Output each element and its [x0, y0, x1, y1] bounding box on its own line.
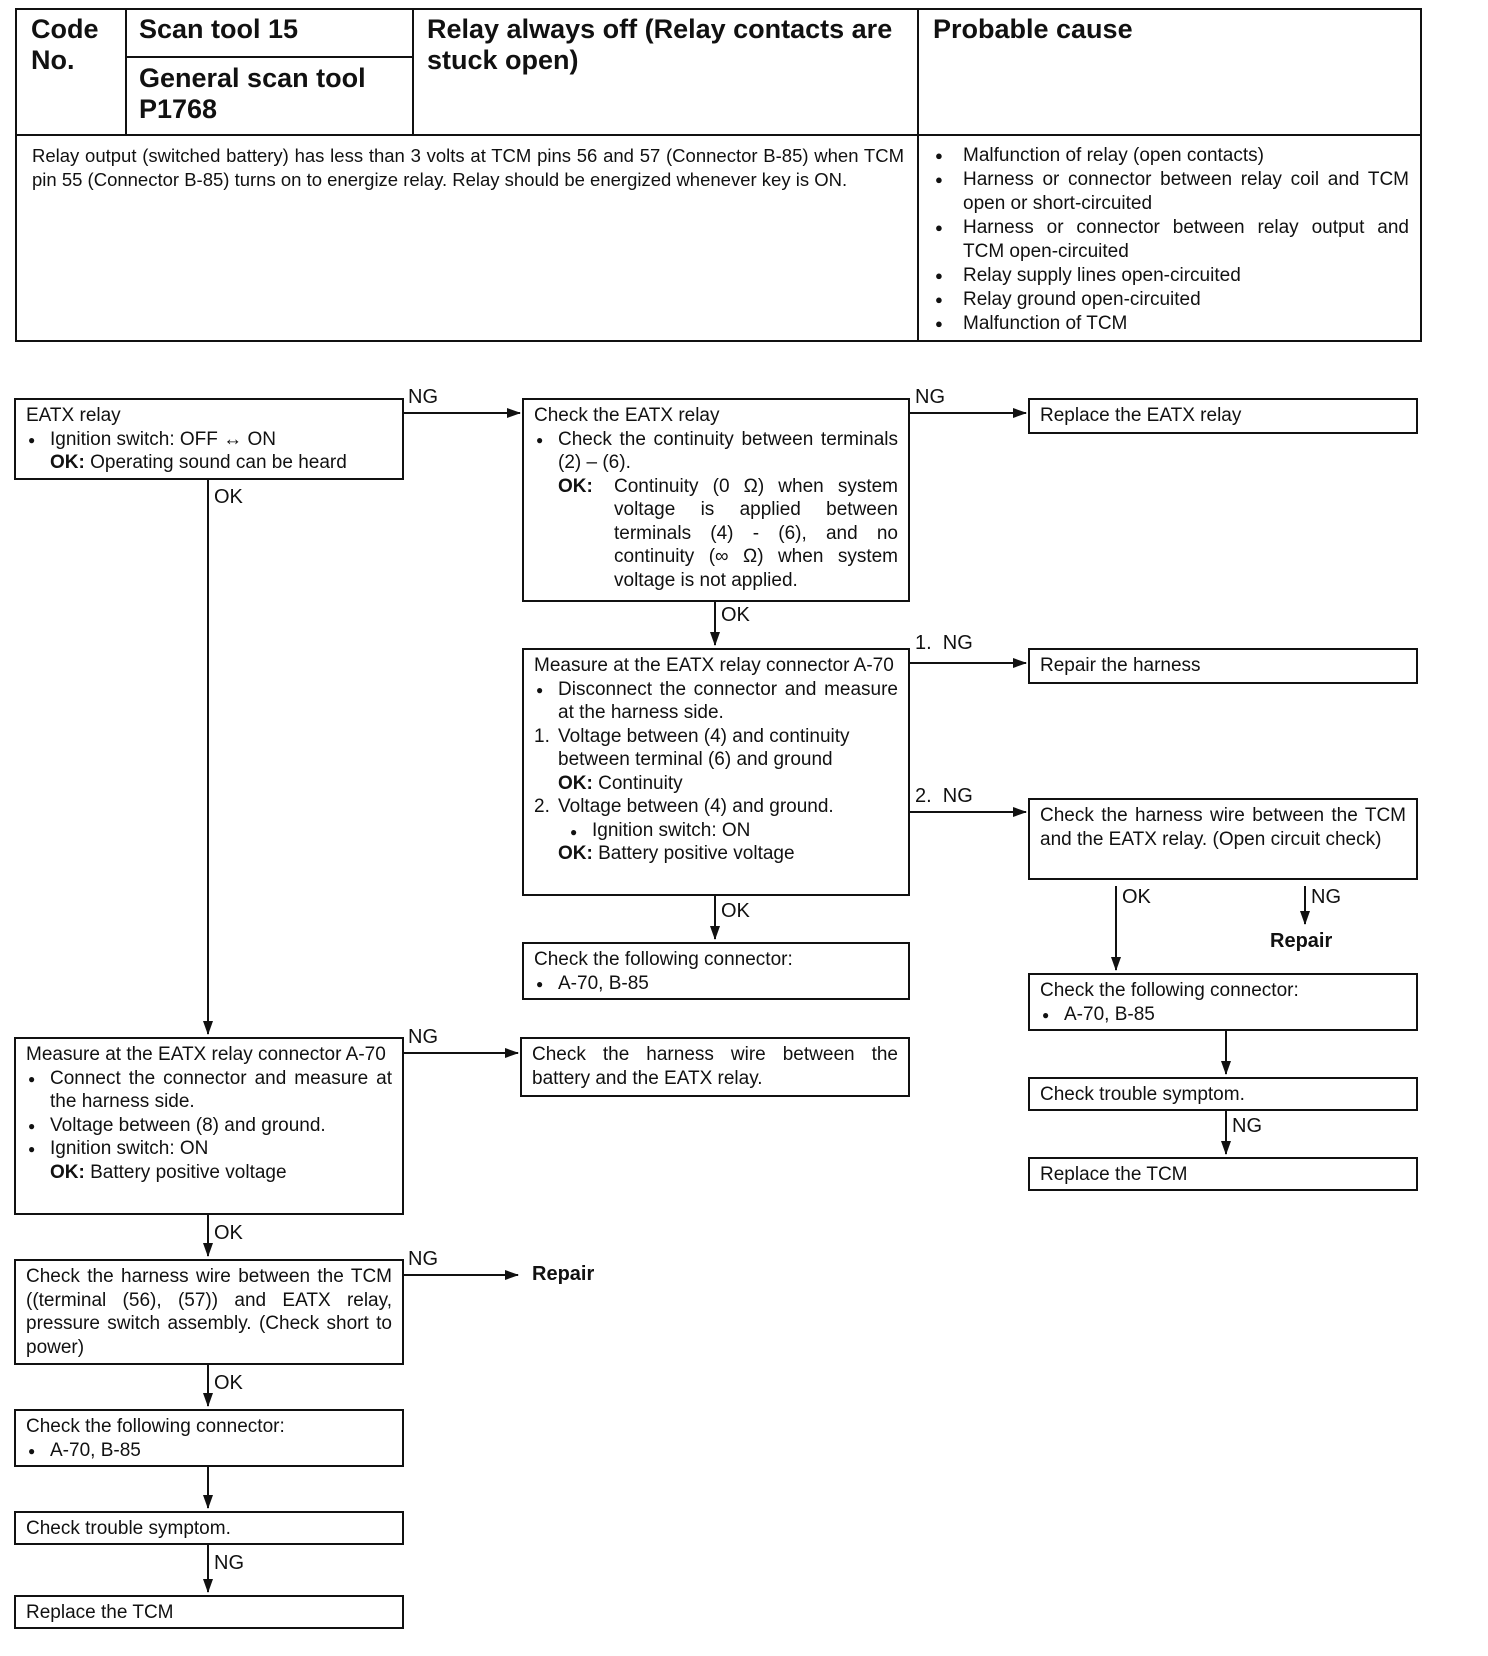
step-title: Check trouble symptom.	[1040, 1084, 1245, 1105]
step-replace-tcm-right	[1028, 1157, 1418, 1191]
label-ng2: 2. NG	[915, 785, 973, 807]
step-text: Voltage between (4) and ground.	[558, 796, 834, 817]
step-title: Check the harness wire between the TCM ((terminal (56), (57)) and EATX relay, pressure switch assembly. (Check short to power)	[26, 1266, 392, 1358]
ok-text: Battery positive voltage	[598, 843, 795, 864]
step-measure-a70-disconnected	[522, 648, 910, 896]
probable-cause-label: Probable cause	[933, 14, 1133, 44]
cause-item: ● Relay ground open-circuited	[927, 288, 1409, 312]
ok-text: Operating sound can be heard	[90, 452, 347, 473]
step-title: Check the following connector:	[1040, 980, 1299, 1001]
step-check-eatx-relay	[522, 398, 910, 602]
cause-item: ● Malfunction of TCM	[927, 312, 1409, 336]
label-repair: Repair	[1270, 930, 1333, 952]
step-item: ● Ignition switch: OFF ↔ ON	[26, 428, 392, 452]
step-check-trouble-right	[1028, 1077, 1418, 1111]
step-title: Check the following connector:	[26, 1416, 285, 1437]
step-ok	[534, 842, 898, 866]
step-check-connector-right	[1028, 973, 1418, 1031]
ok-text: Battery positive voltage	[90, 1161, 287, 1183]
step-item: ● Check the continuity between terminals (2) – (6).	[534, 428, 898, 475]
label-ng: NG	[408, 1248, 438, 1270]
step-replace-tcm-left	[14, 1595, 404, 1629]
step-title: Check trouble symptom.	[26, 1518, 231, 1539]
step-number: 2.	[534, 796, 550, 817]
step-title: Check the harness wire between the battery and the EATX relay.	[532, 1044, 898, 1089]
cause-item: ● Relay supply lines open-circuited	[927, 264, 1409, 288]
ok-label: OK:	[558, 843, 593, 864]
label-ok: OK	[214, 1222, 243, 1244]
label-ng: NG	[214, 1552, 244, 1574]
label-ng: NG	[408, 1026, 438, 1048]
label-ok: OK	[1122, 886, 1151, 908]
label-ok: OK	[214, 1372, 243, 1394]
step-title: Replace the TCM	[1040, 1164, 1188, 1185]
step-title: Check the harness wire between the TCM and the EATX relay. (Open circuit check)	[1040, 805, 1406, 850]
ok-label: OK:	[50, 452, 85, 473]
step-ok	[26, 1161, 392, 1185]
step-eatx-relay	[14, 398, 404, 480]
step-title: EATX relay	[26, 405, 121, 426]
label-ok: OK	[214, 486, 243, 508]
step-replace-eatx-relay	[1028, 398, 1418, 434]
ok-label: OK:	[50, 1161, 85, 1183]
step-check-connector-left	[14, 1409, 404, 1467]
step-title: Check the EATX relay	[534, 405, 720, 426]
step-item: ● Voltage between (8) and ground.	[26, 1114, 392, 1138]
step-check-harness-tcm-short	[14, 1259, 404, 1365]
cause-item: ● Harness or connector between relay output and TCM open-circuited	[927, 216, 1409, 264]
step-sub-item	[534, 819, 898, 843]
step-item: ● A-70, B-85	[1040, 1003, 1406, 1027]
step-measure-a70-connected	[14, 1037, 404, 1215]
ok-text: Continuity (0 Ω) when system voltage is applied between terminals (4) - (6), and no continuity (∞ Ω) when system voltage is not applied.	[614, 475, 898, 591]
label-repair: Repair	[532, 1263, 595, 1285]
step-check-harness-tcm-eatx	[1028, 798, 1418, 880]
step-title: Repair the harness	[1040, 655, 1201, 676]
page-title: Relay always off (Relay contacts are stuck open)	[427, 14, 893, 75]
step-title: Measure at the EATX relay connector A-70	[26, 1044, 386, 1065]
label-ok: OK	[721, 900, 750, 922]
sub-item-text: ● Ignition switch: ON	[568, 820, 750, 841]
step-check-harness-battery	[520, 1037, 910, 1097]
label-ok: OK	[721, 604, 750, 626]
cause-item: ● Harness or connector between relay coil and TCM open or short-circuited	[927, 168, 1409, 216]
scan-tool-label: Scan tool 15	[139, 14, 299, 44]
step-check-trouble-left	[14, 1511, 404, 1545]
label-ng: NG	[1311, 886, 1341, 908]
step-check-2	[534, 795, 898, 819]
general-scan-tool-label: General scan tool P1768	[139, 63, 366, 124]
step-ok	[26, 451, 392, 475]
step-item: ● Ignition switch: ON	[26, 1137, 392, 1161]
step-title: Replace the TCM	[26, 1602, 174, 1623]
step-title: Measure at the EATX relay connector A-70	[534, 655, 894, 676]
step-item: ● Disconnect the connector and measure at the harness side.	[534, 678, 898, 725]
step-item: ● A-70, B-85	[26, 1439, 392, 1463]
description-text: Relay output (switched battery) has less than 3 volts at TCM pins 56 and 57 (Connector B-85) when TCM pin 55 (Connector B-85) turns on to energize relay. Relay should be energized whenever key is ON.	[32, 145, 904, 190]
step-ok	[534, 772, 898, 796]
cause-item: ● Malfunction of relay (open contacts)	[927, 144, 1409, 168]
step-ok	[534, 475, 898, 593]
ok-text: Continuity	[598, 772, 683, 794]
label-ng: NG	[1232, 1115, 1262, 1137]
step-number: 1.	[534, 725, 550, 747]
label-ng: NG	[408, 386, 438, 408]
step-check-1	[534, 725, 898, 772]
step-item: ● Connect the connector and measure at the harness side.	[26, 1067, 392, 1114]
label-ng: NG	[915, 386, 945, 408]
step-repair-harness	[1028, 648, 1418, 684]
step-title: Check the following connector:	[534, 949, 793, 970]
label-ng1: 1. NG	[915, 632, 973, 654]
step-title: Replace the EATX relay	[1040, 405, 1242, 426]
ok-label: OK:	[558, 475, 593, 497]
step-text: Voltage between (4) and continuity between terminal (6) and ground	[558, 725, 850, 770]
step-check-connector-mid	[522, 942, 910, 1000]
ok-label: OK:	[558, 772, 593, 794]
code-no-label: Code No.	[31, 14, 99, 75]
step-item: ● A-70, B-85	[534, 972, 898, 996]
